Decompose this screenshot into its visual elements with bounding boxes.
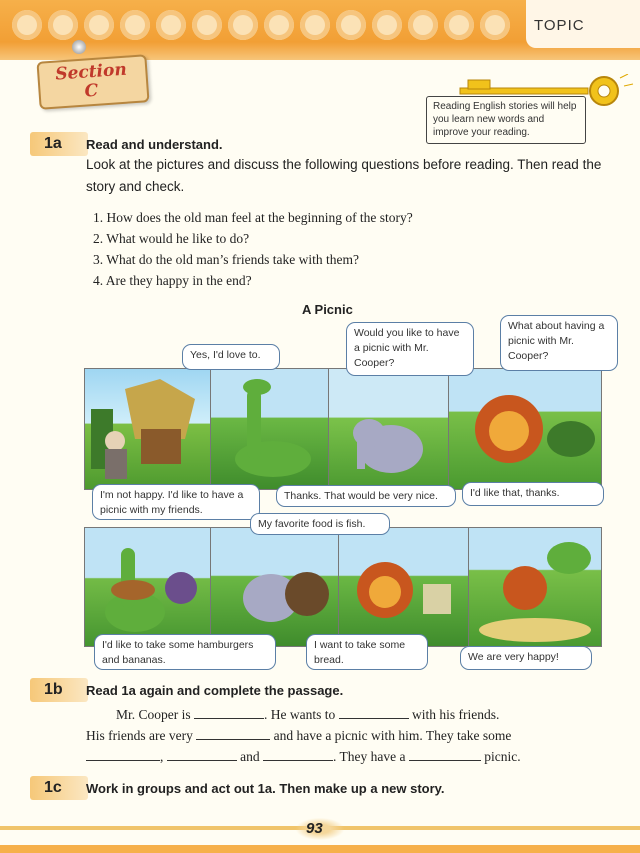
blank-field[interactable] [196,727,270,740]
panel-5 [84,527,212,647]
panel-6 [210,527,340,647]
dot [228,10,258,40]
instructions-1a: Look at the pictures and discuss the following questions before reading. Then read the story and check. [86,157,602,194]
panel-3 [328,368,450,490]
question-1: 1. How does the old man feel at the beginning of the story? [93,210,413,225]
dot [408,10,438,40]
section-title-1b: Read 1a again and complete the passage. [86,683,344,698]
panel-7 [338,527,470,647]
question-3: 3. What do the old man’s friends take with them? [93,252,359,267]
lion-with-bag-illustration [339,528,469,646]
story-title: A Picnic [302,302,353,317]
section-number: 1a [44,135,62,152]
passage-text: . They have a [333,749,406,764]
picnic-group-illustration [469,528,601,646]
dot [444,10,474,40]
topic-label: TOPIC [534,17,585,34]
passage-text: . He wants to [264,707,336,722]
passage-text: , [160,749,164,764]
dinosaur-basket-illustration [85,528,211,646]
section-letter: C [83,80,99,102]
dot [336,10,366,40]
section-title-1c: Work in groups and act out 1a. Then make up a new story. [86,781,445,796]
passage-line-1 [116,706,499,723]
panel-8 [468,527,602,647]
speech-bubble: I'm not happy. I'd like to have a picnic with my friends. [92,484,260,520]
header-band [0,0,640,60]
passage-text: picnic. [484,749,521,764]
panel-4 [448,368,602,490]
old-man-house-illustration [85,369,211,489]
page-number-badge [296,818,344,840]
topic-tab [526,0,640,48]
elephant-hedgehog-illustration [211,528,339,646]
elephant-illustration [329,369,449,489]
speech-bubble: I want to take some bread. [306,634,428,670]
speech-bubble: I'd like that, thanks. [462,482,604,506]
question-4: 4. Are they happy in the end? [93,273,252,288]
section-title-1a: Read and understand. [86,137,223,152]
passage-line-2 [86,727,511,744]
dot [12,10,42,40]
section-number: 1b [44,681,63,698]
speech-bubble: Thanks. That would be very nice. [276,485,456,507]
blank-field[interactable] [339,706,409,719]
pin-icon [72,40,86,54]
blank-field[interactable] [194,706,264,719]
section-word: Section [54,59,128,85]
decorative-dots [12,10,510,40]
passage-text: Mr. Cooper is [116,707,191,722]
section-badge-1c [30,776,88,800]
speech-bubble: We are very happy! [460,646,592,670]
blank-field[interactable] [409,748,481,761]
passage-text: His friends are very [86,728,193,743]
passage-line-3 [86,748,521,765]
dinosaur-illustration [211,369,329,489]
speech-bubble: Yes, I'd love to. [182,344,280,370]
dot [480,10,510,40]
section-plaque [36,54,149,110]
blank-field[interactable] [167,748,237,761]
panel-2 [210,368,330,490]
section-number: 1c [44,779,62,796]
dot [120,10,150,40]
section-badge-1b [30,678,88,702]
dot [156,10,186,40]
speech-bubble: Would you like to have a picnic with Mr. Cooper? [346,322,474,376]
footer-band [0,845,640,853]
section-badge-1a [30,132,88,156]
passage-text: and [240,749,260,764]
dot [84,10,114,40]
dot [48,10,78,40]
lion-illustration [449,369,601,489]
passage-text: with his friends. [412,707,500,722]
blank-field[interactable] [263,748,333,761]
dot [372,10,402,40]
speech-bubble: I'd like to take some hamburgers and bananas. [94,634,276,670]
blank-field[interactable] [86,748,160,761]
panel-1 [84,368,212,490]
question-2: 2. What would he like to do? [93,231,250,246]
passage-text: and have a picnic with him. They take some [273,728,512,743]
dot [300,10,330,40]
speech-bubble: What about having a picnic with Mr. Cooper? [500,315,618,371]
key-note: Reading English stories will help you learn new words and improve your reading. [426,96,586,144]
page-number: 93 [306,820,323,837]
speech-bubble: My favorite food is fish. [250,513,390,535]
dot [192,10,222,40]
dot [264,10,294,40]
